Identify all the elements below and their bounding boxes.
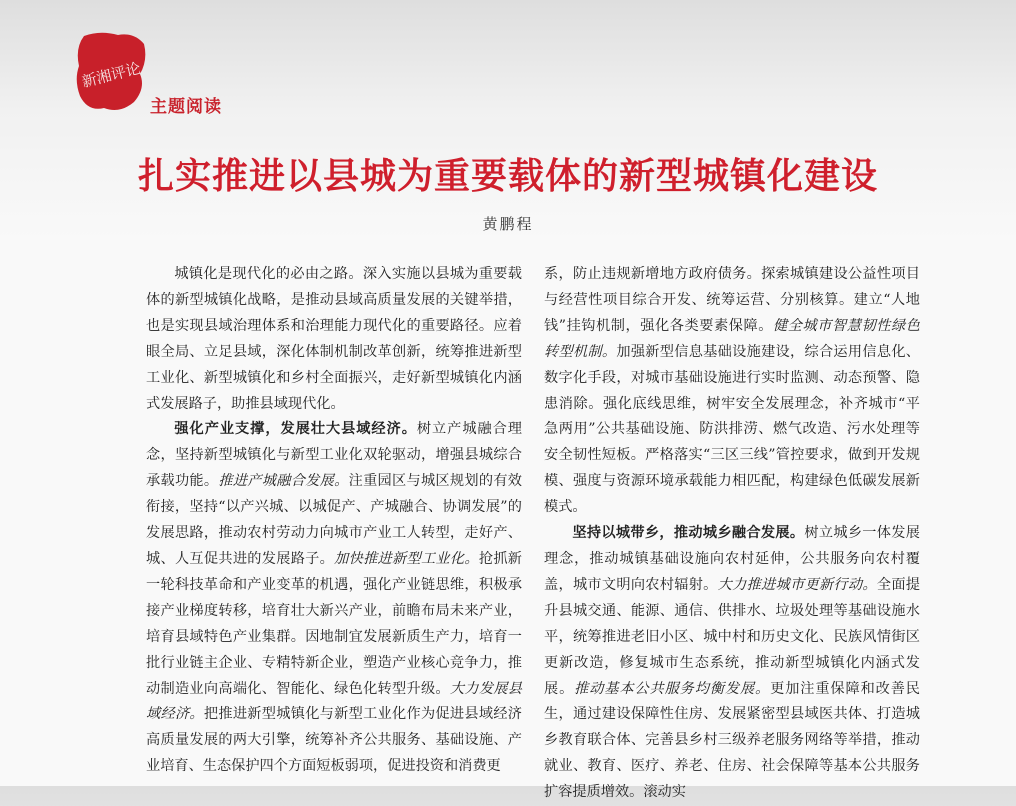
paragraph-text: 把推进新型城镇化与新型工业化作为促进县域经济高质量发展的两大引擎，统筹补齐公共服务、基础设施、产业培育、生态保护四个方面短板弱项，促进投资和消费更	[146, 706, 522, 775]
subheading: 推进产城融合发展。	[218, 473, 349, 490]
paragraph-industry	[146, 417, 522, 780]
paragraph-text: 注重园区与城区规划的有效衔接，坚持“以产兴城、以城促产、产城融合、协调发展”的发展思路，推动农村劳动力向城市产业工人转型，走好产、城、人互促共进的发展路子。	[146, 473, 522, 567]
right-column	[544, 262, 920, 806]
paragraph-text: 加强新型信息基础设施建设，综合运用信息化、数字化手段，对城市基础设施进行实时监测、动态预警、隐患消除。强化底线思维，树牢安全发展理念，补齐城市“平急两用”公共基础设施、防洪排涝、燃气改造、污水处理等安全韧性短板。严格落实“三区三线”管控要求，做到开发规模、强度与资源环境承载能力相匹配，构建绿色低碳发展新模式。	[544, 343, 920, 516]
paragraph-continued	[544, 262, 920, 521]
paragraph-intro: 城镇化是现代化的必由之路。深入实施以县城为重要载体的新型城镇化战略，是推动县域高质量发展的关键举措，也是实现县域治理体系和治理能力现代化的重要路径。应着眼全局、立足县域，深化体制机制改革创新，统筹推进新型工业化、新型城镇化和乡村全面振兴，走好新型城镇化内涵式发展路子，助推县域现代化。	[146, 266, 522, 412]
subheading: 加快推进新型工业化。	[334, 550, 479, 567]
subheading: 大力推进城市更新行动。	[717, 576, 877, 593]
subheading: 大力发展县域经济。	[146, 680, 522, 723]
section-label: 主题阅读	[150, 97, 222, 117]
subheading: 健全城市智慧韧性绿色转型机制。	[544, 317, 920, 360]
paragraph-text: 全面提升县城交通、能源、通信、供排水、垃圾处理等基础设施水平，统筹推进老旧小区、城中村和历史文化、民族风情街区更新改造，修复城市生态系统，推动新型城镇化内涵式发展。	[544, 576, 920, 697]
section-heading: 强化产业支撑，发展壮大县域经济。	[174, 421, 417, 438]
paragraph-text: 树立城乡一体发展理念，推动城镇基础设施向农村延伸，公共服务向农村覆盖，城市文明向农村辐射。	[544, 525, 920, 593]
paragraph-text: 树立产城融合理念，坚持新型城镇化与新型工业化双轮驱动，增强县城综合承载功能。	[146, 421, 522, 490]
article-author: 黄鹏程	[482, 215, 534, 233]
paragraph-text: 更加注重保障和改善民生，通过建设保障性住房、发展紧密型县域医共体、打造城乡教育联合体、完善县乡村三级养老服务网络等举措，推动就业、教育、医疗、养老、住房、社会保障等基本公共服务扩容提质增效。滚动实	[544, 680, 920, 801]
paragraph-text: 抢抓新一轮科技革命和产业变革的机遇，强化产业链思维，积极承接产业梯度转移，培育壮大新兴产业，前瞻布局未来产业，培育县域特色产业集群。因地制宜发展新质生产力，培育一批行业链主企业、专精特新企业，塑造产业核心竞争力，推动制造业向高端化、智能化、绿色化转型升级。	[146, 550, 522, 697]
paragraph-urban-rural	[544, 521, 920, 806]
subheading: 推动基本公共服务均衡发展。	[574, 680, 771, 697]
section-heading: 坚持以城带乡，推动城乡融合发展。	[572, 525, 805, 542]
xinxiang-pinglun-seal-logo	[74, 30, 148, 114]
article-title: 扎实推进以县城为重要载体的新型城镇化建设	[137, 156, 878, 197]
left-column	[146, 262, 522, 780]
seal-text: 新湘评论	[79, 58, 143, 91]
paragraph-text: 系，防止违规新增地方政府债务。探索城镇建设公益性项目与经营性项目综合开发、统筹运营、分别核算。建立“人地钱”挂钩机制，强化各类要素保障。	[544, 266, 920, 334]
